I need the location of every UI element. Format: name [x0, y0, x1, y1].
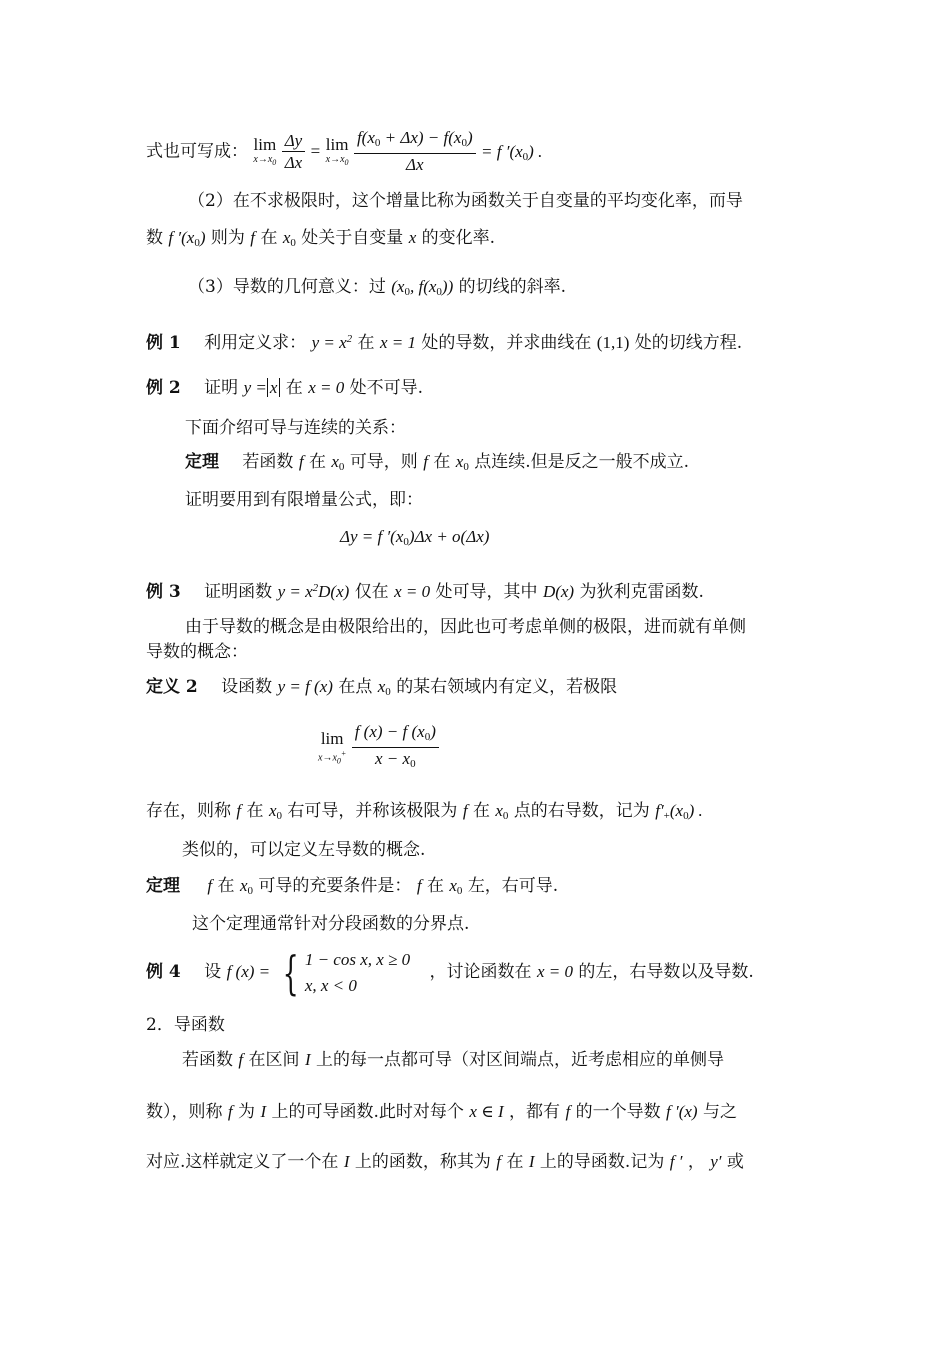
- fraction: $\frac{f (x) - f (x_0)}{x - x_0}$: [352, 722, 439, 775]
- text-run: 证明要用到有限增量公式，即：: [185, 490, 423, 510]
- text-run: 式也可写成：: [146, 141, 248, 162]
- text-run: 2．导函数: [146, 1015, 225, 1035]
- paragraph-line: [146, 1150, 744, 1174]
- text-run: （2）在不求极限时，这个增量比称为函数关于自变量的平均变化率，而导: [188, 191, 743, 211]
- paragraph-line: [146, 799, 703, 828]
- text-run: 在: [285, 378, 303, 398]
- example-label: 例 4: [146, 962, 181, 982]
- fraction: $\frac{f(x_0 + \Delta x) - f(x_0)}{\Delta x}$: [354, 128, 476, 176]
- math-expression: y′: [710, 1152, 722, 1171]
- limit-operator: lim $x\to x_0$: [253, 135, 277, 167]
- text-run: 上的每一点都可导（对区间端点，近考虑相应的单侧导: [316, 1050, 725, 1070]
- math-symbol: f: [462, 801, 468, 820]
- text-run: 处不可导.: [349, 378, 424, 398]
- left-brace: {: [282, 945, 299, 1000]
- math-expression: $x_0$: [239, 876, 253, 897]
- math-expression: $x_0$: [449, 876, 463, 897]
- math-symbol: f: [236, 801, 242, 820]
- text-run: 的变化率.: [421, 228, 496, 248]
- math-symbol: f: [207, 876, 213, 895]
- text-run: 可导，则: [349, 452, 418, 472]
- text-run: 数），则称: [146, 1102, 223, 1122]
- example-label: 例 3: [146, 582, 181, 602]
- example-2: [146, 376, 423, 400]
- definition-label: 定义 2: [146, 677, 198, 697]
- math-expression: D(x): [542, 582, 575, 601]
- text-run: 处的切线方程.: [634, 333, 743, 353]
- math-symbol: x: [408, 228, 417, 247]
- paragraph-line: [185, 416, 406, 440]
- text-run: 处的导数，并求曲线在: [421, 333, 592, 353]
- text-run: 在点: [338, 677, 373, 697]
- limit-subscript: $x\to x_0^+$: [318, 749, 347, 766]
- text-run: 利用定义求：: [204, 333, 307, 353]
- text-run: （3）导数的几何意义：过: [188, 277, 386, 297]
- example-label: 例 1: [146, 333, 181, 353]
- text-run: 点的右导数，记为: [513, 801, 650, 821]
- math-expression: $x_0$: [377, 677, 391, 698]
- math-expression: x ∈ I: [469, 1102, 504, 1121]
- formula-derivative-definition: [146, 128, 542, 180]
- text-run: 的左，右导数以及导数.: [578, 962, 754, 982]
- math-expression: f $'(x_0)$: [168, 228, 206, 249]
- text-run: 的一个导数: [575, 1102, 661, 1122]
- text-run: 或: [726, 1152, 744, 1172]
- math-expression: x = 0: [394, 582, 431, 601]
- limit-operator: lim $x\to x_0^+$: [318, 729, 347, 766]
- math-symbol: f: [227, 1102, 233, 1121]
- text-run: 仅在: [354, 582, 389, 602]
- text-run: 点连续.但是反之一般不成立.: [474, 452, 690, 472]
- text-run: 下面介绍可导与连续的关系：: [185, 418, 406, 438]
- paragraph-line: [146, 640, 248, 664]
- math-expression: $x_0$: [455, 452, 469, 473]
- math-expression: $y = x^2$: [311, 333, 353, 352]
- math-expression: y = f (x): [277, 677, 333, 696]
- text-run: 这个定理通常针对分段函数的分界点.: [192, 914, 470, 934]
- math-expression: x = 0: [536, 962, 573, 981]
- piecewise-cases: 1 − cos x, x ≥ 0 x, x < 0: [304, 949, 411, 995]
- text-run: 上的函数，称其为: [354, 1152, 491, 1172]
- text-run: ，讨论函数在: [429, 962, 532, 982]
- text-run: 处关于自变量: [301, 228, 404, 248]
- math-expression: f ′(x): [666, 1102, 698, 1121]
- paragraph-line: [182, 838, 425, 862]
- limit-subscript: $x\to x_0$: [253, 154, 277, 167]
- text-run: 上的导函数.记为: [539, 1152, 665, 1172]
- text-run: ，都有: [509, 1102, 561, 1122]
- example-1: [146, 327, 742, 355]
- math-symbol: I: [528, 1152, 535, 1171]
- text-run: 证明: [204, 378, 239, 398]
- math-expression: $x_0$: [282, 228, 296, 249]
- math-expression: x = 1: [379, 333, 416, 352]
- math-expression: $f'_+(x_0)$ .: [655, 801, 703, 822]
- text-run: 处可导，其中: [435, 582, 538, 602]
- equals-sign: =: [310, 141, 321, 161]
- math-expression: y =: [243, 378, 267, 397]
- math-symbol: I: [343, 1152, 350, 1171]
- math-symbol: f: [423, 452, 428, 471]
- text-run: 对应.这样就定义了一个在: [146, 1152, 339, 1172]
- math-symbol: f: [416, 876, 422, 895]
- paragraph-line: [146, 1100, 737, 1124]
- math-symbol: I: [304, 1050, 311, 1069]
- paragraph-line: [182, 1048, 724, 1072]
- math-expression: ($x_0$, $f(x_0)$): [391, 277, 454, 298]
- math-expression: f (x) =: [226, 962, 271, 981]
- paragraph-line: [185, 488, 423, 512]
- text-run: 导数的概念：: [146, 642, 248, 662]
- math-expression: f ′: [669, 1152, 683, 1171]
- text-run: 在: [426, 876, 444, 896]
- text-run: 在: [246, 801, 264, 821]
- text-run: 的切线的斜率.: [458, 277, 567, 297]
- text-run: 证明函数: [204, 582, 273, 602]
- math-expression: (1,1): [596, 333, 630, 352]
- math-symbol: I: [260, 1102, 267, 1121]
- absolute-value: x: [267, 378, 281, 397]
- text-run: 在: [472, 801, 490, 821]
- example-label: 例 2: [146, 378, 181, 398]
- math-symbol: f: [496, 1152, 502, 1171]
- paragraph-line: [185, 615, 746, 639]
- text-run: 上的可导函数.此时对每个: [271, 1102, 464, 1122]
- text-run: 类似的，可以定义左导数的概念.: [182, 840, 426, 860]
- text-run: 若函数: [242, 452, 294, 472]
- theorem: [185, 450, 689, 479]
- text-run: 设函数: [221, 677, 273, 697]
- math-symbol: f: [565, 1102, 571, 1121]
- math-symbol: f: [238, 1050, 244, 1069]
- text-run: 可导的充要条件是：: [258, 876, 412, 896]
- section-heading: [146, 1013, 225, 1037]
- math-expression: $y = x^2D(x)$: [277, 582, 350, 601]
- fraction: $\frac{\Delta y}{\Delta x}$: [282, 131, 306, 174]
- text-run: 设: [204, 962, 222, 982]
- text-run: 若函数: [182, 1050, 233, 1070]
- text-run: 在: [308, 452, 326, 472]
- text-run: 存在，则称: [146, 801, 231, 821]
- text-run: ，: [687, 1152, 705, 1172]
- theorem: [146, 874, 558, 903]
- paragraph-line: [188, 275, 566, 304]
- text-run: 在: [217, 876, 235, 896]
- paragraph-line: [146, 226, 495, 255]
- definition-2: [146, 675, 617, 704]
- formula-right-limit: [318, 722, 439, 775]
- math-symbol: f: [298, 452, 304, 471]
- formula-finite-increment: Δy = f $'(x_0)\Delta x + o(\Delta x)$: [340, 527, 490, 548]
- text-run: 的某右领域内有定义，若极限: [396, 677, 618, 697]
- theorem-label: 定理: [146, 876, 180, 896]
- text-run: 在区间: [248, 1050, 300, 1070]
- math-expression: = f $'(x_0)$ .: [481, 141, 543, 163]
- math-expression: $x_0$: [331, 452, 345, 473]
- text-run: 在: [433, 452, 451, 472]
- text-run: 则为: [210, 228, 245, 248]
- math-symbol: f: [250, 228, 256, 247]
- text-run: 在: [260, 228, 278, 248]
- text-run: 左，右可导.: [467, 876, 559, 896]
- paragraph-line: [188, 189, 743, 213]
- text-run: 为狄利克雷函数.: [579, 582, 704, 602]
- text-run: 由于导数的概念是由极限给出的，因此也可考虑单侧的极限，进而就有单侧: [185, 617, 746, 637]
- math-expression: $x_0$: [268, 801, 282, 822]
- paragraph-line: [192, 912, 469, 936]
- text-run: 数: [146, 228, 163, 248]
- example-3: [146, 576, 704, 604]
- text-run: 为: [238, 1102, 256, 1122]
- limit-subscript: $x\to x_0$: [325, 154, 349, 167]
- text-run: 在: [357, 333, 375, 353]
- math-expression: $x_0$: [495, 801, 509, 822]
- limit-operator: lim $x\to x_0$: [325, 135, 349, 167]
- text-run: 与之: [702, 1102, 737, 1122]
- math-expression: x = 0: [308, 378, 345, 397]
- text-run: 在: [506, 1152, 524, 1172]
- theorem-label: 定理: [185, 452, 219, 472]
- text-run: 右可导，并称该极限为: [287, 801, 458, 821]
- example-4: [146, 944, 754, 1000]
